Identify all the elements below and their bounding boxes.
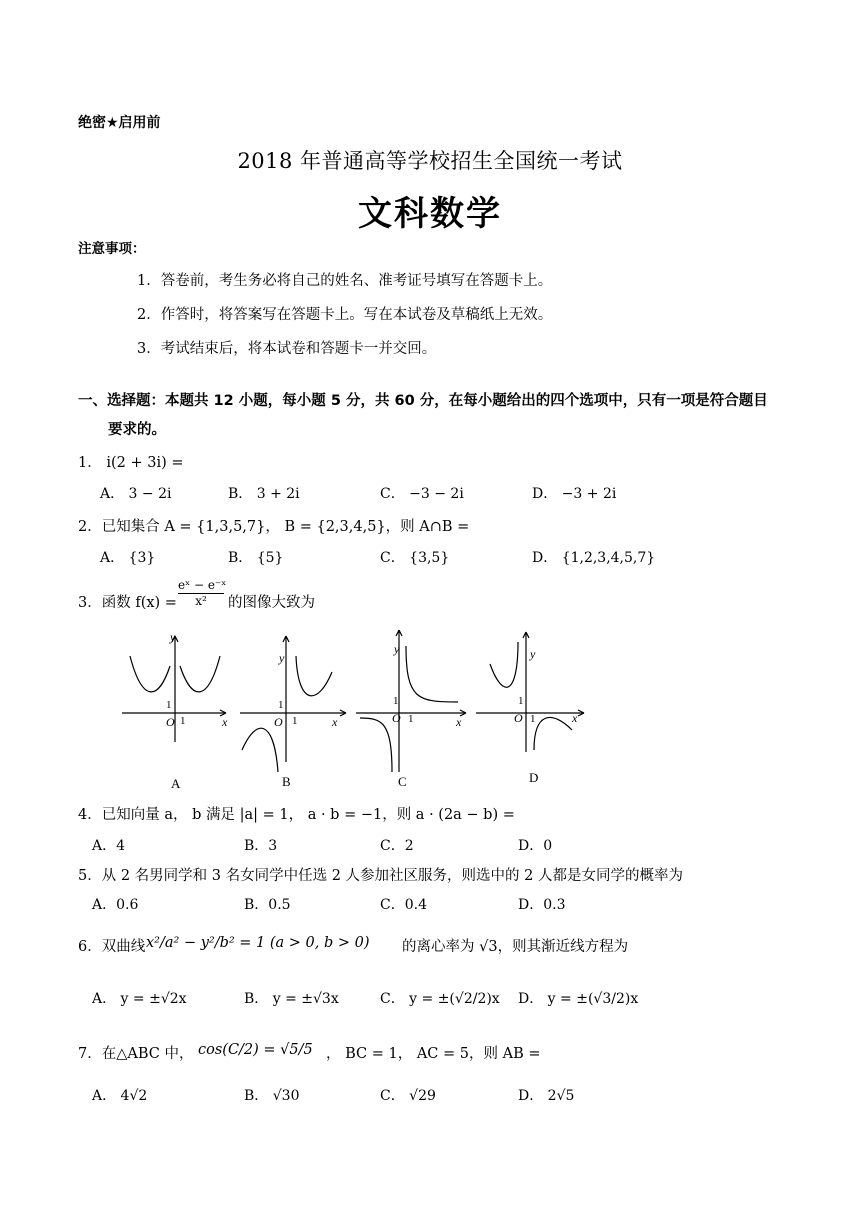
question-4-stem: 4．已知向量 a， b 满足 |a| = 1， a · b = −1，则 a · (2a − b) = <box>78 807 515 823</box>
q5-option-b: B．0.5 <box>244 897 291 913</box>
svg-text:x: x <box>332 715 338 729</box>
q3-fraction <box>178 578 227 608</box>
exam-title: 2018 年普通高等学校招生全国统一考试 <box>237 149 623 173</box>
svg-text:1: 1 <box>278 699 284 711</box>
q7-option-b: B． √30 <box>244 1088 300 1104</box>
q1-option-a: A． 3 − 2i <box>100 486 172 502</box>
q7-option-c: C． √29 <box>380 1088 436 1104</box>
q6-option-d: D． y = ±(√3/2)x <box>518 991 639 1007</box>
q6-option-b: B． y = ±√3x <box>244 991 339 1007</box>
question-5-stem: 5．从 2 名男同学和 3 名女同学中任选 2 人参加社区服务，则选中的 2 人都是女同学的概率为 <box>78 868 683 884</box>
q5-option-a: A．0.6 <box>92 897 139 913</box>
q5-option-d: D．0.3 <box>518 897 566 913</box>
graph-c <box>356 630 466 772</box>
svg-text:O: O <box>392 711 401 725</box>
question-2-stem: 2．已知集合 A = {1,3,5,7}， B = {2,3,4,5}，则 A∩B = <box>78 519 470 535</box>
q4-option-a: A．4 <box>92 838 126 854</box>
q2-option-d: D． {1,2,3,4,5,7} <box>532 550 656 566</box>
question-6-prefix: 6．双曲线 <box>78 939 146 955</box>
q7-option-a: A． 4√2 <box>92 1088 148 1104</box>
svg-text:1: 1 <box>292 715 298 727</box>
subject-title: 文科数学 <box>358 194 502 234</box>
graph-label-b: B <box>282 774 291 789</box>
q7-option-d: D． 2√5 <box>518 1088 575 1104</box>
q6-option-c: C． y = ±(√2/2)x <box>380 991 500 1007</box>
svg-text:y: y <box>394 642 400 656</box>
q1-option-d: D． −3 + 2i <box>532 486 617 502</box>
q1-option-b: B． 3 + 2i <box>228 486 300 502</box>
question-7-prefix: 7．在△ABC 中， <box>78 1046 194 1062</box>
svg-text:x: x <box>222 715 228 729</box>
confidential-mark: 绝密★启用前 <box>78 115 161 131</box>
q3-fraction-numerator: eˣ − e⁻ˣ <box>178 578 227 592</box>
svg-text:1: 1 <box>393 695 399 707</box>
q5-option-c: C．0.4 <box>380 897 427 913</box>
svg-text:O: O <box>166 715 175 729</box>
question-3-suffix: 的图像大致为 <box>228 595 315 611</box>
svg-text:O: O <box>514 711 523 725</box>
svg-text:1: 1 <box>530 713 536 725</box>
q4-option-b: B．3 <box>244 838 278 854</box>
q6-hyperbola-formula: x²/a² − y²/b² = 1 (a > 0, b > 0) <box>146 935 370 951</box>
graph-label-d: D <box>529 770 539 785</box>
q2-option-c: C． {3,5} <box>380 550 450 566</box>
q4-option-c: C．2 <box>380 838 414 854</box>
q4-option-d: D．0 <box>518 838 553 854</box>
svg-text:y: y <box>530 647 536 661</box>
graph-label-c: C <box>398 774 407 789</box>
svg-text:1: 1 <box>408 713 414 725</box>
question-6-suffix: 的离心率为 √3，则其渐近线方程为 <box>402 939 629 955</box>
q3-fraction-denominator: x² <box>195 594 207 608</box>
q2-option-b: B． {5} <box>228 550 284 566</box>
note-item: 3．考试结束后，将本试卷和答题卡一并交回。 <box>137 341 437 357</box>
svg-text:x: x <box>572 711 578 725</box>
svg-text:y: y <box>170 630 176 644</box>
q3-graphs <box>118 622 588 794</box>
svg-text:O: O <box>274 715 283 729</box>
q6-option-a: A． y = ±√2x <box>92 991 187 1007</box>
svg-text:1: 1 <box>180 715 186 727</box>
svg-text:y: y <box>279 651 285 665</box>
q2-option-a: A． {3} <box>100 550 156 566</box>
q1-option-c: C． −3 − 2i <box>380 486 464 502</box>
note-item: 2．作答时，将答案写在答题卡上。写在本试卷及草稿纸上无效。 <box>137 307 553 323</box>
question-1-stem: 1． i(2 + 3i) = <box>78 455 184 471</box>
svg-text:1: 1 <box>166 699 172 711</box>
q7-cos-formula: cos(C/2) = √5/5 <box>198 1042 313 1058</box>
svg-text:x: x <box>456 715 462 729</box>
svg-text:1: 1 <box>518 695 524 707</box>
graph-b <box>240 636 346 772</box>
section-heading-cont: 要求的。 <box>108 422 166 438</box>
graph-label-a: A <box>171 776 181 791</box>
note-item: 1．答卷前，考生务必将自己的姓名、准考证号填写在答题卡上。 <box>137 273 553 289</box>
question-3-prefix: 3．函数 f(x) = <box>78 595 177 611</box>
section-heading: 一、选择题：本题共 12 小题，每小题 5 分，共 60 分，在每小题给出的四个选项中，只有一项是符合题目 <box>78 393 768 409</box>
notes-heading: 注意事项： <box>78 241 146 257</box>
question-7-suffix: ， BC = 1， AC = 5，则 AB = <box>326 1046 541 1062</box>
